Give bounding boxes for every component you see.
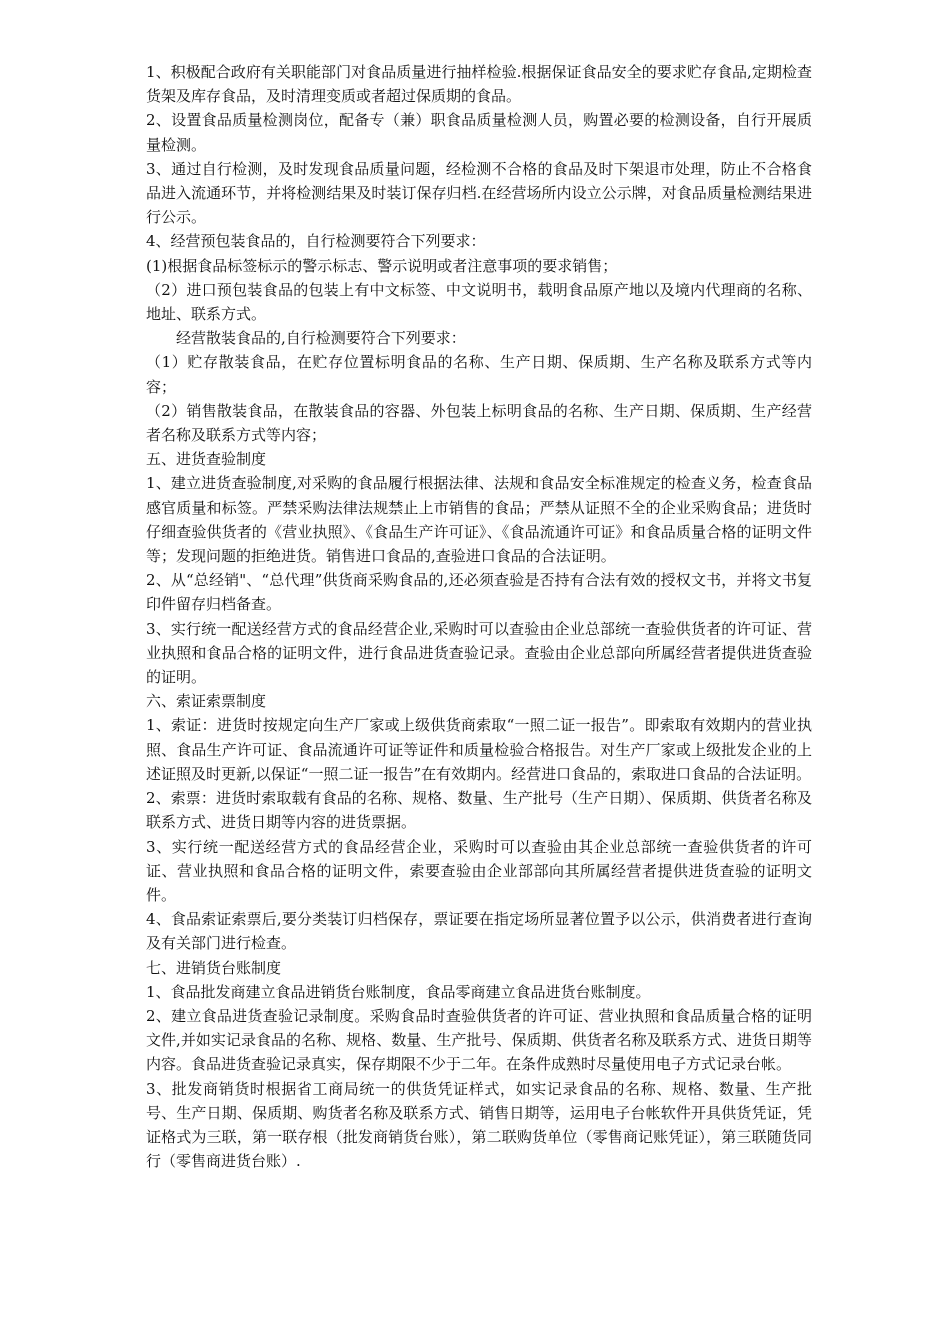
paragraph-21: 2、建立食品进货查验记录制度。采购食品时查验供货者的许可证、营业执照和食品质量合格的证明文件,并如实记录食品的名称、规格、数量、生产批号、保质期、供货者名称及联系方式、进货日期等内容。食品进货查验记录真实，保存期限不少于二年。在条件成熟时尽量使用电子方式记录台帐。 <box>146 1006 812 1074</box>
paragraph-7: 经营散装食品的,自行检测要符合下列要求： <box>146 329 466 348</box>
paragraph-8: （1）贮存散装食品，在贮存位置标明食品的名称、生产日期、保质期、生产名称及联系方式等内容； <box>146 353 812 396</box>
paragraph-4: 4、经营预包装食品的，自行检测要符合下列要求： <box>146 232 486 251</box>
paragraph-6: （2）进口预包装食品的包装上有中文标签、中文说明书，载明食品原产地以及境内代理商的名称、地址、联系方式。 <box>146 280 812 324</box>
paragraph-16: 2、索票：进货时索取载有食品的名称、规格、数量、生产批号（生产日期）、保质期、供货者名称及联系方式、进货日期等内容的进货票据。 <box>146 789 812 832</box>
paragraph-22: 3、批发商销货时根据省工商局统一的供货凭证样式，如实记录食品的名称、规格、数量、生产批号、生产日期、保质期、购货者名称及联系方式、销售日期等，运用电子台帐软件开具供货凭证，凭证格式为三联，第一联存根（批发商销货台账），第二联购货单位（零售商记账凭证），第三联随货同行（零售商进货台账）. <box>146 1079 812 1171</box>
paragraph-5: (1)根据食品标签标示的警示标志、警示说明或者注意事项的要求销售； <box>146 256 618 275</box>
paragraph-1: 1、积极配合政府有关职能部门对食品质量进行抽样检验.根据保证食品安全的要求贮存食品,定期检查货架及库存食品，及时清理变质或者超过保质期的食品。 <box>146 63 812 106</box>
paragraph-17: 3、实行统一配送经营方式的食品经营企业，采购时可以查验由其企业总部统一查验供货者的许可证、营业执照和食品合格的证明文件，索要查验由企业部部向其所属经营者提供进货查验的证明文件。 <box>146 837 812 904</box>
section-heading-6: 六、索证索票制度 <box>146 692 267 711</box>
paragraph-11: 1、建立进货查验制度,对采购的食品履行根据法律、法规和食品安全标准规定的检查义务，检查食品感官质量和标签。严禁采购法律法规禁止上市销售的食品；严禁从证照不全的企业采购食品；进货时仔细查验供货者的《营业执照》、《食品生产许可证》、《食品流通许可证》和食品质量合格的证明文件等；发现问题的拒绝进货。销售进口食品的,查验进口食品的合法证明。 <box>146 474 812 566</box>
paragraph-2: 2、设置食品质量检测岗位，配备专（兼）职食品质量检测人员，购置必要的检测设备，自行开展质量检测。 <box>146 111 812 154</box>
section-heading-7: 七、进销货台账制度 <box>146 958 282 977</box>
paragraph-12: 2、从“总经销"、“总代理”供货商采购食品的,还必须查验是否持有合法有效的授权文书，并将文书复印件留存归档备查。 <box>146 571 812 614</box>
paragraph-15: 1、索证：进货时按规定向生产厂家或上级供货商索取“一照二证一报告”。即索取有效期内的营业执照、食品生产许可证、食品流通许可证等证件和质量检验合格报告。对生产厂家或上级批发企业的上述证照及时更新,以保证“一照二证一报告”在有效期内。经营进口食品的，索取进口食品的合法证明。 <box>146 716 812 783</box>
section-heading-5: 五、进货查验制度 <box>146 450 267 469</box>
paragraph-20: 1、食品批发商建立食品进销货台账制度，食品零商建立食品进货台账制度。 <box>146 982 651 1001</box>
paragraph-9: （2）销售散装食品，在散装食品的容器、外包装上标明食品的名称、生产日期、保质期、生产经营者名称及联系方式等内容； <box>146 401 812 445</box>
paragraph-18: 4、食品索证索票后,要分类装订归档保存，票证要在指定场所显著位置予以公示，供消费者进行查询及有关部门进行检查。 <box>146 910 812 953</box>
paragraph-13: 3、实行统一配送经营方式的食品经营企业,采购时可以查验由企业总部统一查验供货者的许可证、营业执照和食品合格的证明文件，进行食品进货查验记录。查验由企业总部向所属经营者提供进货查验的证明。 <box>146 619 812 687</box>
paragraph-3: 3、通过自行检测，及时发现食品质量问题，经检测不合格的食品及时下架退市处理，防止不合格食品进入流通环节，并将检测结果及时装订保存归档.在经营场所内设立公示牌，对食品质量检测结果进行公示。 <box>146 159 812 227</box>
